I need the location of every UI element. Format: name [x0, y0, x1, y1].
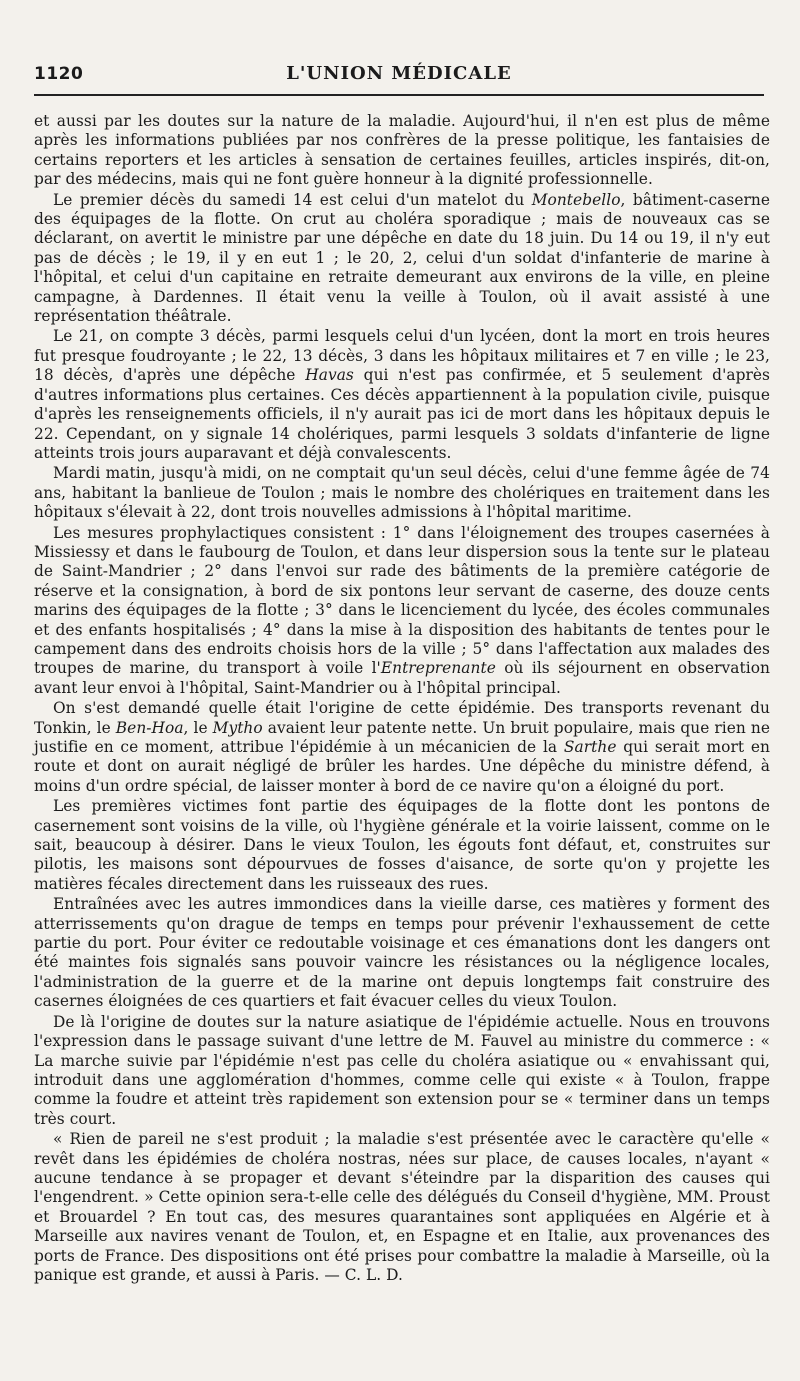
italic-run: Ben-Hoa	[115, 718, 184, 737]
text-run: où ils séjournent en observation avant leur envoi à l'hôpital, Saint-Mandrier ou à l'hôpital principal.	[34, 659, 770, 697]
page-header	[34, 60, 764, 96]
text-run: Mardi matin, jusqu'à midi, on ne comptait qu'un seul décès, celui d'une femme âgée de 74 ans, habitant la banlieue de Toulon ; mais le nombre des cholériques en traitement dans les hôpitaux s'élevait à 22, dont trois nouvelles admissions à l'hôpital maritime.	[34, 464, 770, 522]
italic-run: Montebello	[531, 190, 621, 209]
page-number: 1120	[34, 64, 84, 84]
italic-run: Mytho	[212, 718, 263, 737]
text-run: De là l'origine de doutes sur la nature asiatique de l'épidémie actuelle. Nous en trouvons l'expression dans le passage suivant d'une lettre de M. Fauvel au ministre du commerce : « La marche suivie par l'épidémie n'est pas celle du choléra asiatique ou « envahissant qui, introduit dans une agglomération d'hommes, comme celle qui existe « à Toulon, frappe comme la foudre et atteint très rapidement son extension pour se « terminer dans un temps très court.	[34, 1012, 770, 1128]
italic-run: Sarthe	[563, 738, 617, 756]
paragraph	[34, 112, 770, 190]
text-run: , bâtiment-caserne des équipages de la flotte. On crut au choléra sporadique ; mais de nouveaux cas se déclarant, on avertit le ministre par une dépêche en date du 18 juin. Du 14 ou 19, il n'y eut pas de décès ; le 19, il y en eut 1 ; le 20, 2, celui d'un soldat d'infanterie de marine à l'hôpital, et celui d'un capitaine en retraite demeurant aux environs de la ville, en pleine campagne, à Dardennes. Il était venu la veille à Toulon, où il avait assisté à une représentation théâtrale.	[34, 190, 771, 326]
paragraph	[34, 1130, 770, 1285]
paragraph	[34, 1013, 770, 1129]
text-run: et aussi par les doutes sur la nature de la maladie. Aujourd'hui, il n'en est plus de même après les informations publiées par nos confrères de la presse politique, les fantaisies de certains reporters et les articles à sensation de certaines feuilles, articles inspirés, dit-on, par des médecins, mais qui ne font guère honneur à la dignité professionnelle.	[34, 112, 770, 189]
text-run: On s'est demandé quelle était l'origine de cette épidémie. Des transports revenant du Tonkin, le	[34, 699, 770, 737]
text-run: Les premières victimes font partie des équipages de la flotte dont les pontons de casernement sont voisins de la ville, où l'hygiène générale et la voirie laissent, comme on le sait, beaucoup à désirer. Dans le vieux Toulon, les égouts font défaut, et, construites sur pilotis, les maisons sont dépourvues de fosses d'aisance, de sorte qu'on y projette les matières fécales directement dans les ruisseaux des rues.	[34, 797, 770, 893]
paragraph	[34, 699, 770, 796]
text-run: qui serait mort en route et dont on aurait négligé de brûler les hardes. Une dépêche du ministre défend, à moins d'un ordre spécial, de laisser monter à bord de ce navire qu'on a éloigné du port.	[34, 738, 770, 795]
running-title: L'UNION MÉDICALE	[286, 63, 512, 84]
paragraph	[34, 797, 770, 894]
italic-run: Havas	[305, 366, 354, 385]
paragraph	[34, 464, 770, 522]
text-run: avaient leur patente nette. Un bruit populaire, mais que rien ne justifie en ce moment, attribue l'épidémie à un mécanicien de la	[34, 718, 771, 756]
paragraph	[34, 327, 770, 463]
paragraph	[34, 191, 770, 327]
italic-run: Entreprenante	[380, 659, 496, 678]
text-run: Le premier décès du samedi 14 est celui d'un matelot du	[53, 190, 532, 209]
text-run: « Rien de pareil ne s'est produit ; la maladie s'est présentée avec le caractère qu'elle « revêt dans les épidémies de choléra nostras, nées sur place, de causes locales, n'ayant « aucune tendance à se propager et devant s'éteindre par la disparition des causes qui l'engendrent. » Cette opinion sera-t-elle celle des délégués du Conseil d'hygiène, MM. Proust et Brouardel ? En tout cas, des mesures quarantaines sont appliquées en Algérie et à Marseille aux navires venant de Toulon, et, en Espagne et en Italie, aux provenances des ports de France. Des dispositions ont été prises pour combattre la maladie à Marseille, où la panique est grande, et aussi à Paris. — C. L. D.	[34, 1130, 770, 1284]
article-body	[34, 112, 770, 1285]
text-run: Les mesures prophylactiques consistent : 1° dans l'éloignement des troupes casernées à Missiessy et dans le faubourg de Toulon, et dans leur dispersion sous la tente sur le plateau de Saint-Mandrier ; 2° dans l'envoi sur rade des bâtiments de la première catégorie de réserve et la consignation, à bord de six pontons leur servant de caserne, des douze cents marins des équipages de la flotte ; 3° dans le licenciement du lycée, des écoles communales et des enfants hospitalisés ; 4° dans la mise à la disposition des habitants de tentes pour le campement dans des endroits choisis hors de la ville ; 5° dans l'affectation aux malades des troupes de marine, du transport à voile l'	[34, 523, 770, 678]
paragraph	[34, 895, 770, 1011]
text-run: qui n'est pas confirmée, et 5 seulement d'après d'autres informations plus certaines. Ces décès appartiennent à la population civile, puisque d'après les renseignements officiels, il n'y aurait pas ici de mort dans les hôpitaux depuis le 22. Cependant, on y signale 14 cholériques, parmi lesquels 3 soldats d'infanterie de ligne atteints trois jours auparavant et déjà convalescents.	[34, 366, 770, 462]
text-run: Entraînées avec les autres immondices dans la vieille darse, ces matières y forment des atterrissements qu'on drague de temps en temps pour prévenir l'exhaussement de cette partie du port. Pour éviter ce redoutable voisinage et ces émanations dont les dangers ont été maintes fois signalés sans pouvoir vaincre les résistances ou la négligence locales, l'administration de la guerre et de la marine ont depuis longtemps fait construire des casernes éloignées de ces quartiers et fait évacuer celles du vieux Toulon.	[34, 895, 770, 1011]
text-run: Le 21, on compte 3 décès, parmi lesquels celui d'un lycéen, dont la mort en trois heures fut presque foudroyante ; le 22, 13 décès, 3 dans les hôpitaux militaires et 7 en ville ; le 23, 18 décès, d'après une dépêche	[34, 327, 770, 385]
text-run: , le	[183, 718, 213, 737]
paragraph	[34, 524, 770, 699]
